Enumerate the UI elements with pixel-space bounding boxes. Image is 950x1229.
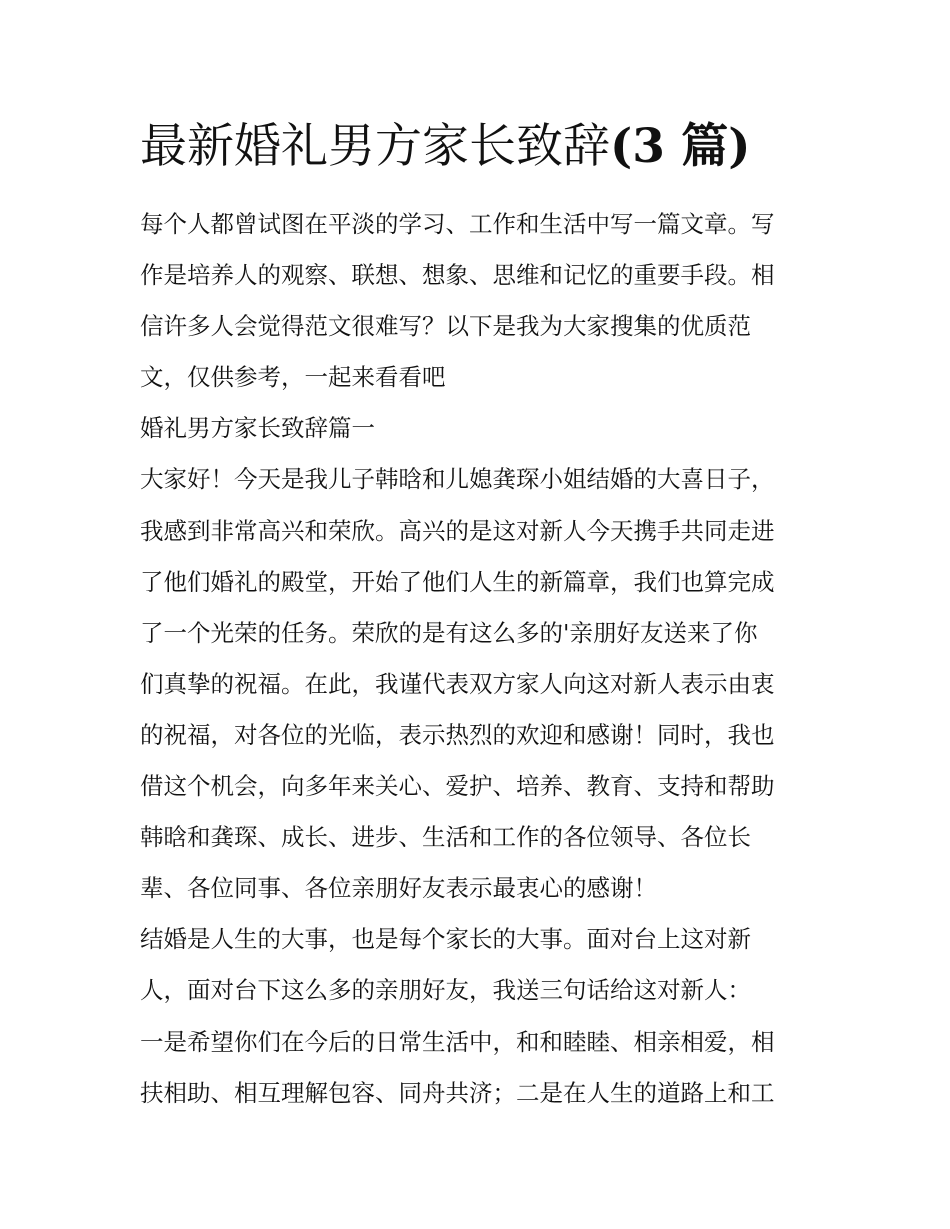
body-line: 韩晗和龚琛、成长、进步、生活和工作的各位领导、各位长 — [140, 823, 751, 852]
body-line: 辈、各位同事、各位亲朋好友表示最衷心的感谢！ — [140, 874, 657, 903]
body-line: 信许多人会觉得范文很难写？以下是我为大家搜集的优质范 — [140, 312, 751, 341]
body-line: 了他们婚礼的殿堂，开始了他们人生的新篇章，我们也算完成 — [140, 567, 775, 596]
document-body — [140, 199, 812, 1119]
body-line: 的祝福，对各位的光临，表示热烈的欢迎和感谢！同时，我也 — [140, 720, 775, 749]
section-heading: 婚礼男方家长致辞篇一 — [140, 414, 375, 443]
body-line: 作是培养人的观察、联想、想象、思维和记忆的重要手段。相 — [140, 261, 775, 290]
body-line: 我感到非常高兴和荣欣。高兴的是这对新人今天携手共同走进 — [140, 516, 775, 545]
body-line: 们真挚的祝福。在此，我谨代表双方家人向这对新人表示由衷 — [140, 669, 775, 698]
body-line: 借这个机会，向多年来关心、爱护、培养、教育、支持和帮助 — [140, 772, 775, 801]
body-line: 大家好！今天是我儿子韩晗和儿媳龚琛小姐结婚的大喜日子， — [140, 465, 775, 494]
body-line: 文，仅供参考，一起来看看吧 — [140, 363, 446, 392]
body-line: 每个人都曾试图在平淡的学习、工作和生活中写一篇文章。写 — [140, 210, 775, 238]
body-line: 了一个光荣的任务。荣欣的是有这么多的'亲朋好友送来了你 — [140, 618, 758, 647]
title-count: (3 篇) — [610, 119, 751, 174]
body-line: 扶相助、相互理解包容、同舟共济；二是在人生的道路上和工 — [140, 1078, 775, 1107]
title-main: 最新婚礼男方家长致辞 — [140, 119, 610, 174]
body-line: 结婚是人生的大事，也是每个家长的大事。面对台上这对新 — [140, 925, 751, 954]
body-line: 一是希望你们在今后的日常生活中，和和睦睦、相亲相爱，相 — [140, 1027, 775, 1056]
document-title — [140, 112, 860, 182]
body-line: 人，面对台下这么多的亲朋好友，我送三句话给这对新人： — [140, 976, 751, 1005]
